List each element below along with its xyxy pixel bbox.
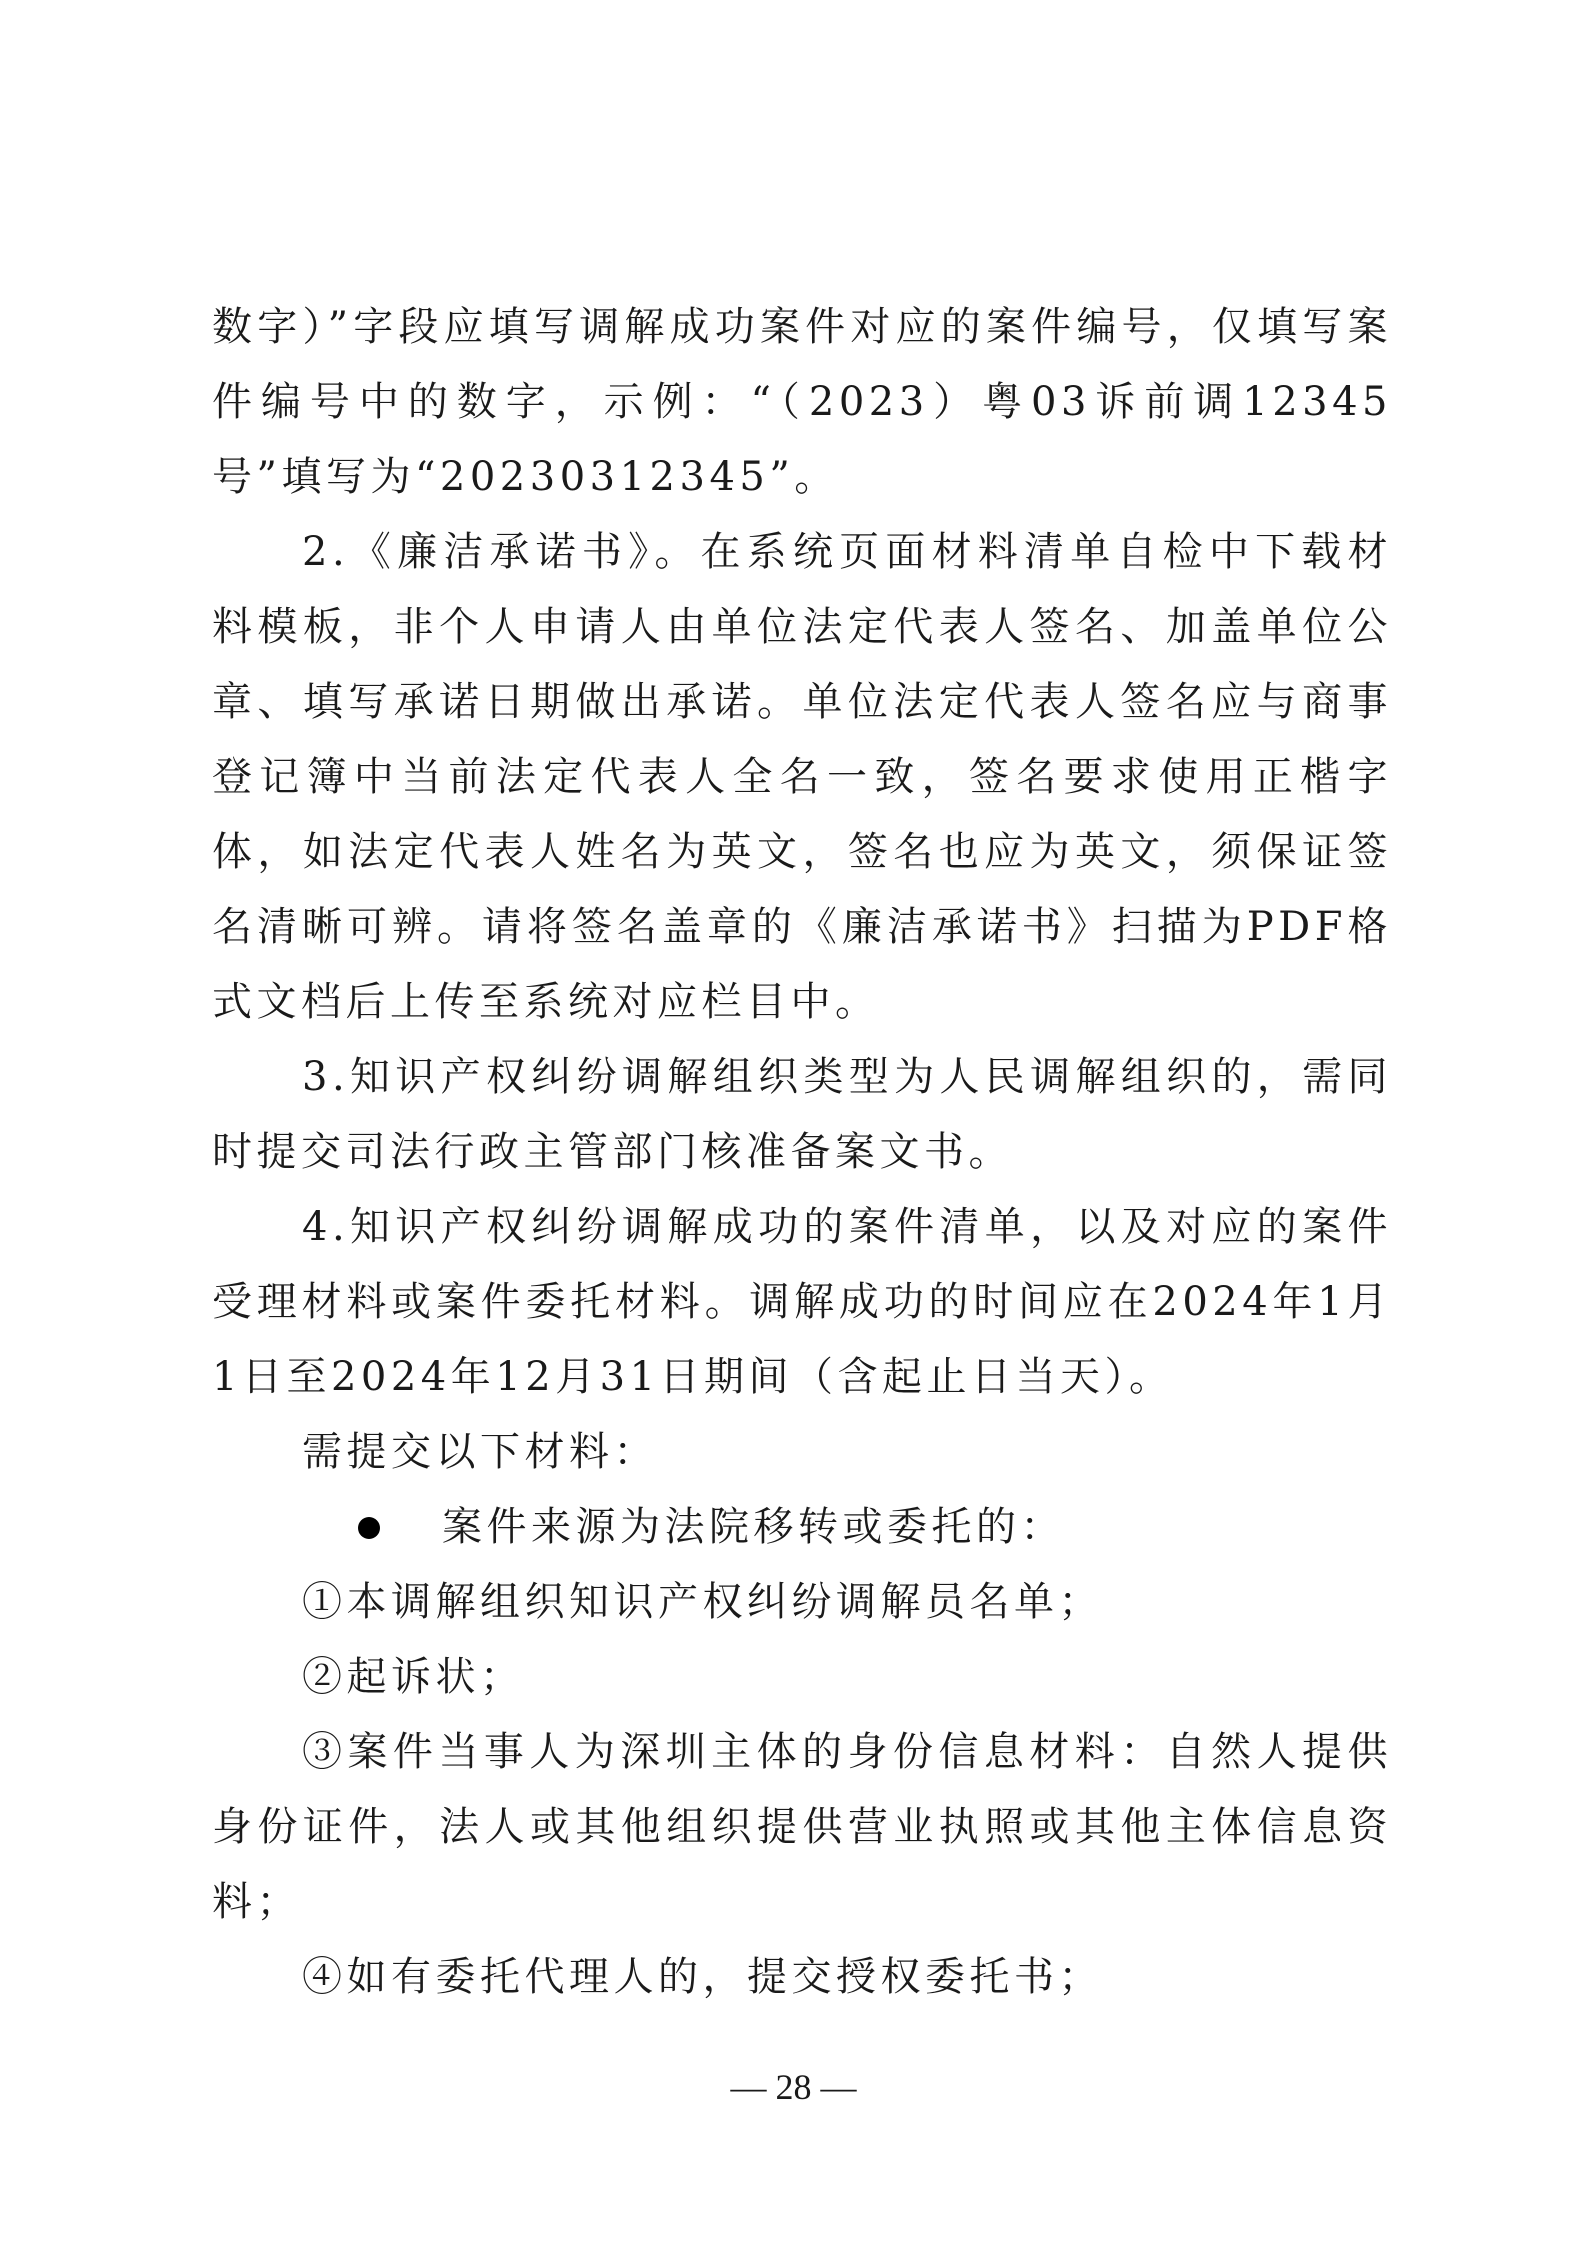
paragraph-integrity-pledge: 2.《廉洁承诺书》。在系统页面材料清单自检中下载材料模板，非个人申请人由单位法定代表人签名、加盖单位公章、填写承诺日期做出承诺。单位法定代表人签名应与商事登记簿中当前法定代表人全名一致，签名要求使用正楷字体，如法定代表人姓名为英文，签名也应为英文，须保证签名清晰可辨。请将签名盖章的《廉洁承诺书》扫描为PDF格式文档后上传至系统对应栏目中。: [212, 529, 1392, 1025]
paragraph-people-mediation: 3.知识产权纠纷调解组织类型为人民调解组织的，需同时提交司法行政主管部门核准备案文书。: [212, 1054, 1392, 1175]
paragraph-case-list: 4.知识产权纠纷调解成功的案件清单，以及对应的案件受理材料或案件委托材料。调解成功的时间应在2024年1月1日至2024年12月31日期间（含起止日当天）。: [212, 1204, 1392, 1400]
list-item: ③案件当事人为深圳主体的身份信息材料：自然人提供身份证件，法人或其他组织提供营业执照或其他主体信息资料；: [212, 1729, 1392, 1925]
list-item: ④如有委托代理人的，提交授权委托书；: [302, 1954, 1103, 2000]
bullet-heading-text: 案件来源为法院移转或委托的：: [442, 1504, 1065, 1550]
paragraph-continuation: 数字）”字段应填写调解成功案件对应的案件编号，仅填写案件编号中的数字，示例：“（2023）粤03诉前调12345号”填写为“20230312345”。: [212, 304, 1392, 500]
bullet-dot-icon: [358, 1517, 380, 1539]
paragraph-materials-intro: 需提交以下材料：: [302, 1429, 658, 1475]
list-item: ②起诉状；: [302, 1654, 525, 1700]
document-body: [212, 290, 1392, 2015]
list-item: ①本调解组织知识产权纠纷调解员名单；: [302, 1579, 1103, 1625]
page-number: — 28 —: [730, 2067, 857, 2107]
bullet-heading-line: [212, 1490, 1392, 1565]
